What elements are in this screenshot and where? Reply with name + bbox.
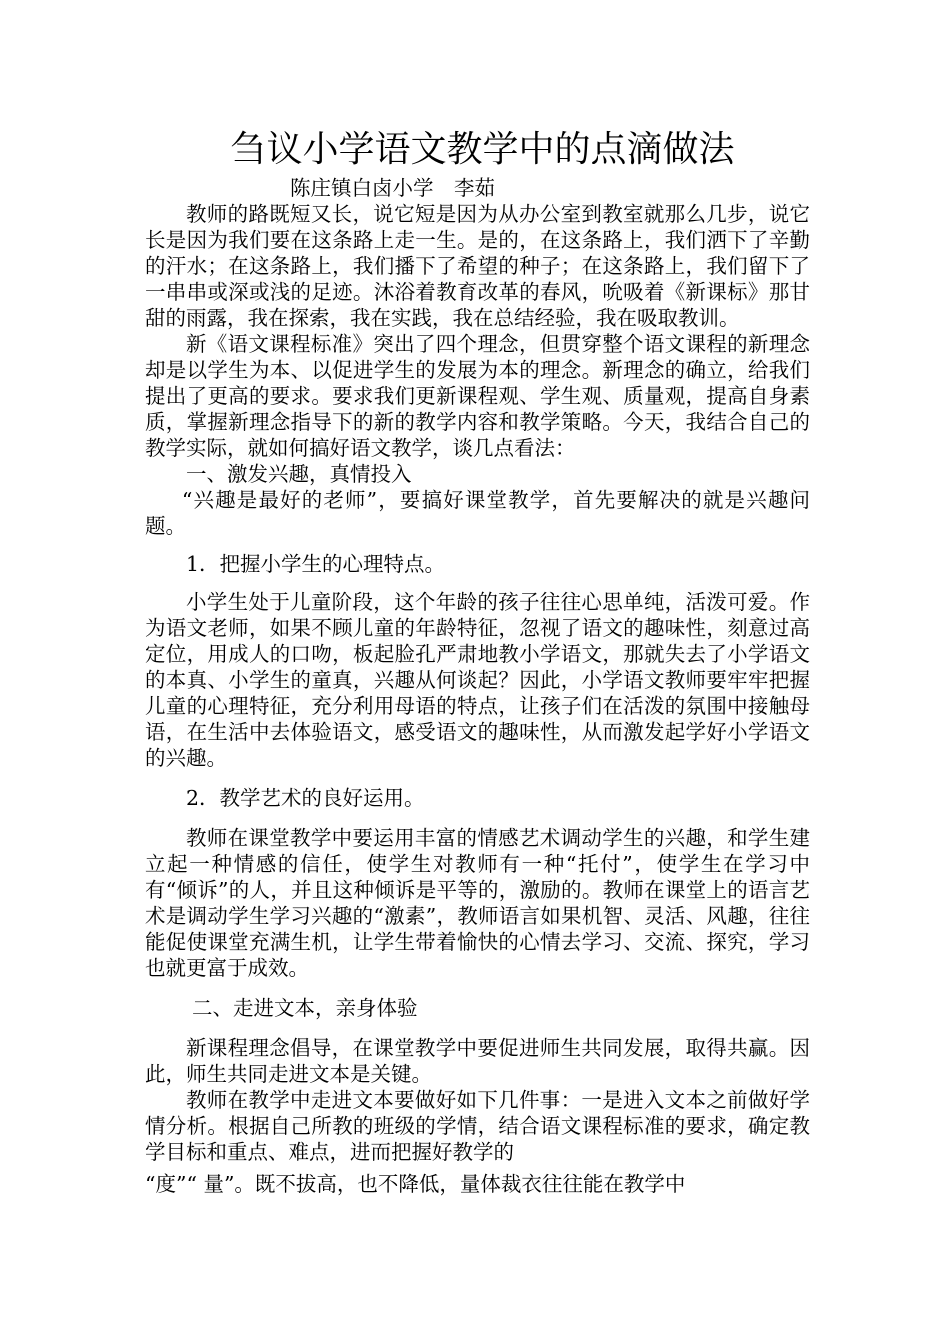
paragraph-psychology: 小学生处于儿童阶段，这个年龄的孩子往往心思单纯，活泼可爱。作为语文老师，如果不顾儿童的年龄特征，忽视了语文的趣味性，刻意过高定位，用成人的口吻，板起脸孔严肃地教小学语文，那就失去了小学语文的本真、小学生的童真，兴趣从何谈起？因此，小学语文教师要牢牢把握儿童的心理特征，充分利用母语的特点，让孩子们在活泼的氛围中接触母语，在生活中去体验语文，感受语文的趣味性，从而激发起学好小学语文的兴趣。 [145, 590, 810, 770]
paragraph-intro: 教师的路既短又长，说它短是因为从办公室到教室就那么几步，说它长是因为我们要在这条路上走一生。是的，在这条路上，我们洒下了辛勤的汗水；在这条路上，我们播下了希望的种子；在这条路上，我们留下了一串串或深或浅的足迹。沐浴着教育改革的春风，吮吸着《新课标》那甘甜的雨露，我在探索，我在实践，我在总结经验，我在吸取教训。 [145, 202, 810, 330]
paragraph-new-standard: 新《语文课程标准》突出了四个理念，但贯穿整个语文课程的新理念却是以学生为本、以促进学生的发展为本的理念。新理念的确立，给我们提出了更高的要求。要求我们更新课程观、学生观、质量观，提高自身素质，掌握新理念指导下的新的教学内容和教学策略。今天，我结合自己的教学实际，就如何搞好语文教学，谈几点看法： [145, 332, 810, 460]
author-line: 陈庄镇白卤小学 李茹 [290, 176, 495, 200]
document-title: 刍议小学语文教学中的点滴做法 [230, 129, 735, 170]
paragraph-new-curriculum: 新课程理念倡导，在课堂教学中要促进师生共同发展，取得共赢。因此，师生共同走进文本是关键。 [145, 1036, 810, 1086]
document-page [145, 125, 810, 1197]
section-heading-2: 二、走进文本，亲身体验 [192, 996, 418, 1020]
subheading-1-2: 2．教学艺术的良好运用。 [186, 786, 425, 810]
paragraph-interest: “兴趣是最好的老师”，要搞好课堂教学，首先要解决的就是兴趣问题。 [145, 488, 810, 538]
paragraph-text-entry-continued: “度”“ 量”。既不拔高，也不降低，量体裁衣往往能在教学中 [145, 1172, 686, 1196]
paragraph-text-entry: 教师在教学中走进文本要做好如下几件事：一是进入文本之前做好学情分析。根据自己所教的班级的学情，结合语文课程标准的要求，确定教学目标和重点、难点，进而把握好教学的 [145, 1088, 810, 1164]
paragraph-teaching-art: 教师在课堂教学中要运用丰富的情感艺术调动学生的兴趣，和学生建立起一种情感的信任，使学生对教师有一种“托付”，使学生在学习中有“倾诉”的人，并且这种倾诉是平等的，激励的。教师在课堂上的语言艺术是调动学生学习兴趣的“激素”，教师语言如果机智、灵活、风趣，往往能促使课堂充满生机，让学生带着愉快的心情去学习、交流、探究，学习也就更富于成效。 [145, 826, 810, 980]
subheading-1-1: 1．把握小学生的心理特点。 [186, 552, 446, 576]
section-heading-1: 一、激发兴趣，真情投入 [186, 462, 412, 486]
